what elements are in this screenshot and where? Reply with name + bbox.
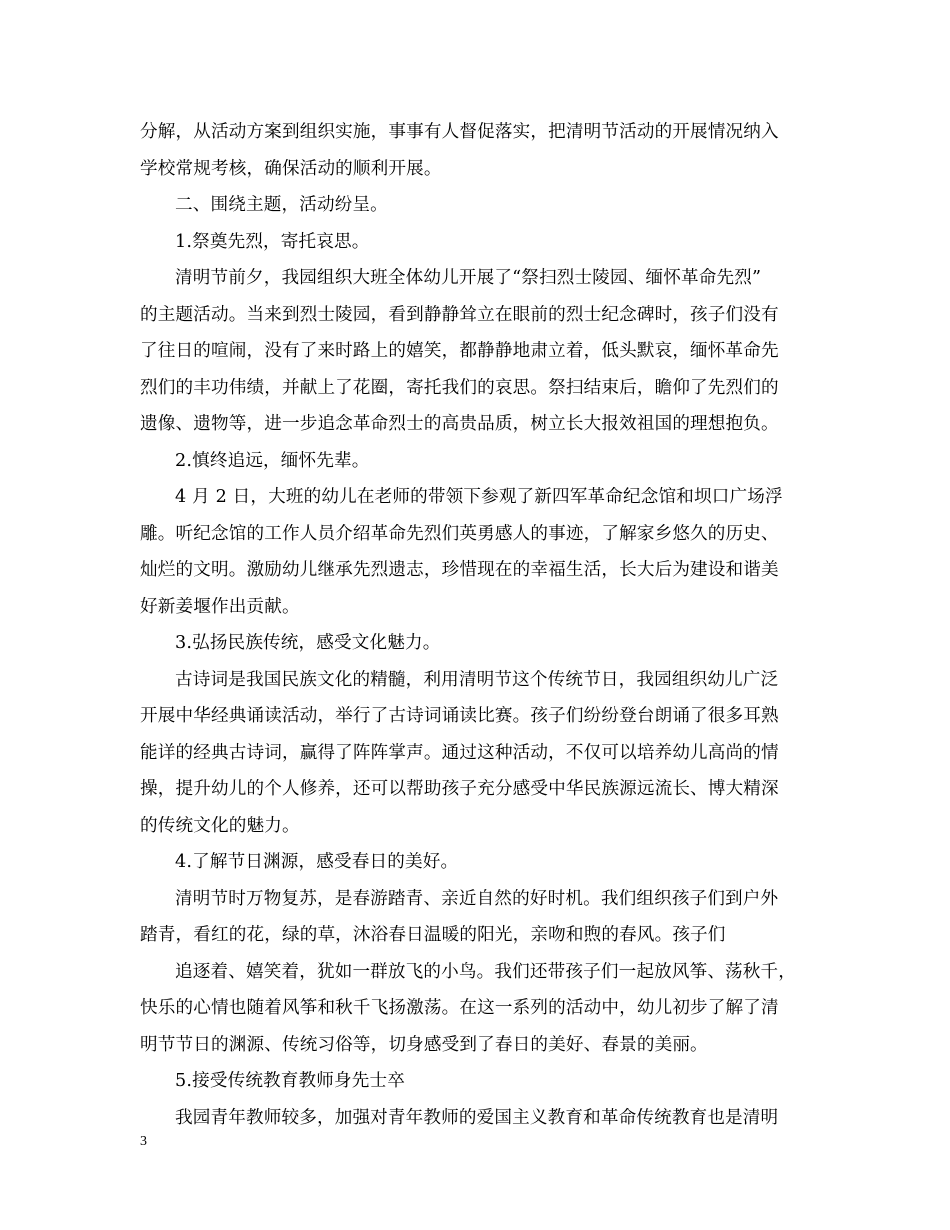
text-line: 4 月 2 日，大班的幼儿在老师的带领下参观了新四军革命纪念馆和坝口广场浮 <box>175 487 783 507</box>
page-number: 3 <box>140 1134 147 1149</box>
text-line: 2.慎终追远，缅怀先辈。 <box>175 450 370 471</box>
text-line: 遗像、遗物等，进一步追念革命烈士的高贵品质，树立长大报效祖国的理想抱负。 <box>140 414 779 434</box>
text-line: 二、围绕主题，活动纷呈。 <box>175 195 388 215</box>
text-line: 好新姜堰作出贡献。 <box>140 596 300 617</box>
text-line: 烈们的丰功伟绩，并献上了花圈，寄托我们的哀思。祭扫结束后，瞻仰了先烈们的 <box>140 377 779 398</box>
text-line: 的主题活动。当来到烈士陵园，看到静静耸立在眼前的烈士纪念碑时，孩子们没有 <box>140 304 779 325</box>
text-line: 3.弘扬民族传统，感受文化魅力。 <box>175 633 441 653</box>
body-text <box>140 114 815 1136</box>
text-line: 灿烂的文明。激励幼儿继承先烈遗志，珍惜现在的幸福生活，长大后为建设和谐美 <box>140 560 779 580</box>
text-line: 追逐着、嬉笑着，犹如一群放飞的小鸟。我们还带孩子们一起放风筝、荡秋千， <box>175 961 797 982</box>
text-line: 的传统文化的魅力。 <box>140 815 300 836</box>
text-line: 5.接受传统教育教师身先士卒 <box>175 1071 406 1091</box>
text-line: 开展中华经典诵读活动，举行了古诗词诵读比赛。孩子们纷纷登台朗诵了很多耳熟 <box>140 706 779 726</box>
text-line: 清明节时万物复苏，是春游踏青、亲近自然的好时机。我们组织孩子们到户外 <box>175 888 779 909</box>
text-line: 操，提升幼儿的个人修养，还可以帮助孩子充分感受中华民族源远流长、博大精深 <box>140 779 779 799</box>
text-line: 清明节前夕，我园组织大班全体幼儿开展了“祭扫烈士陵园、缅怀革命先烈” <box>175 268 762 288</box>
text-line: 分解，从活动方案到组织实施，事事有人督促落实，把清明节活动的开展情况纳入 <box>140 122 779 142</box>
text-line: 了往日的喧闹，没有了来时路上的嬉笑，都静静地肃立着，低头默哀，缅怀革命先 <box>140 341 779 361</box>
text-line: 4.了解节日渊源，感受春日的美好。 <box>175 852 459 872</box>
text-line: 学校常规考核，确保活动的顺利开展。 <box>140 158 442 179</box>
text-line: 明节节日的渊源、传统习俗等，切身感受到了春日的美好、春景的美丽。 <box>140 1034 708 1055</box>
text-line: 快乐的心情也随着风筝和秋千飞扬激荡。在这一系列的活动中，幼儿初步了解了清 <box>140 998 779 1018</box>
text-line: 古诗词是我国民族文化的精髓，利用清明节这个传统节日，我园组织幼儿广泛 <box>175 669 779 690</box>
text-line: 能详的经典古诗词，赢得了阵阵掌声。通过这种活动，不仅可以培养幼儿高尚的情 <box>140 742 779 763</box>
text-line: 踏青，看红的花，绿的草，沐浴春日温暖的阳光，亲吻和煦的春风。孩子们 <box>140 925 726 945</box>
text-line: 1.祭奠先烈，寄托哀思。 <box>175 231 370 252</box>
text-line: 我园青年教师较多，加强对青年教师的爱国主义教育和革命传统教育也是清明 <box>175 1107 779 1128</box>
text-line: 雕。听纪念馆的工作人员介绍革命先烈们英勇感人的事迹，了解家乡悠久的历史、 <box>140 523 779 544</box>
